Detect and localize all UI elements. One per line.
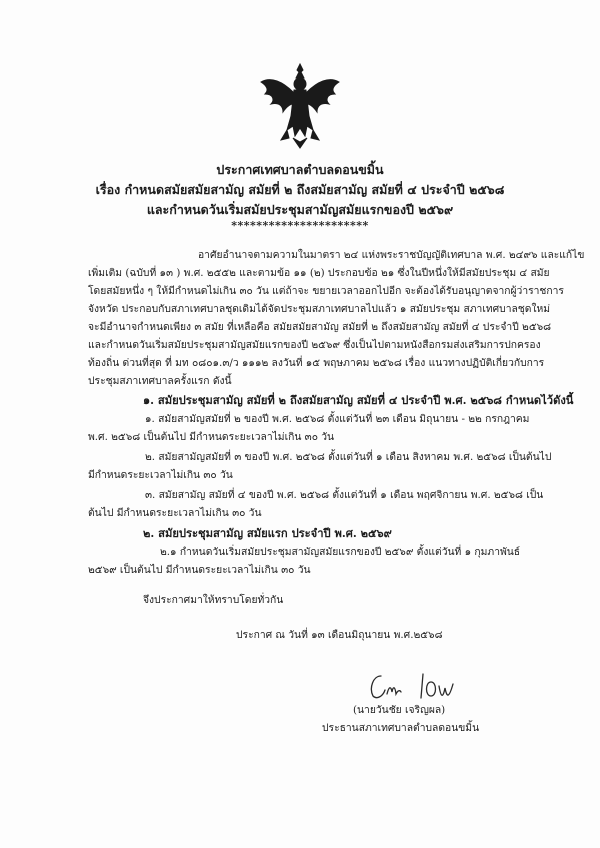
intro-line: และกำหนดวันเริ่มสมัยประชุมสามัญสมัยแรกของปี ๒๕๖๙ ซึ่งเป็นไปตามหนังสือกรมส่งเสริมการปกครอง	[88, 339, 541, 351]
section-2-item: ๒.๑ กำหนดวันเริ่มสมัยประชุมสามัญสมัยแรกของปี ๒๕๖๙ ตั้งแต่วันที่ ๑ กุมภาพันธ์	[160, 546, 521, 558]
intro-line: โดยสมัยหนึ่ง ๆ ให้มีกำหนดไม่เกิน ๓๐ วัน แต่ถ้าจะ ขยายเวลาออกไปอีก จะต้องได้รับอนุญาตจากผู้ว่าราชการ	[88, 285, 564, 297]
announcement-date: ประกาศ ณ วันที่ ๑๓ เดือนมิถุนายน พ.ศ.๒๕๖๘	[236, 629, 443, 641]
signature-icon	[365, 668, 485, 706]
signer-name: (นายวันชัย เจริญผล)	[353, 704, 446, 716]
section-2-heading: ๒. สมัยประชุมสามัญ สมัยแรก ประจำปี พ.ศ. ๒๕๖๙	[143, 526, 392, 540]
section-1-item: ๑. สมัยสามัญสมัยที่ ๒ ของปี พ.ศ. ๒๕๖๘ ตั้งแต่วันที่ ๒๓ เดือน มิถุนายน - ๒๒ กรกฎาคม	[145, 413, 530, 425]
intro-line: เพิ่มเติม (ฉบับที่ ๑๓ ) พ.ศ. ๒๕๕๒ และตามข้อ ๑๑ (๒) ประกอบข้อ ๒๑ ซึ่งในปีหนึ่งให้มีสมัยประชุม ๔ สมัย	[88, 267, 550, 279]
intro-line: จะมีอำนาจกำหนดเพียง ๓ สมัย ที่เหลือคือ สมัยสมัยสามัญ สมัยที่ ๒ ถึงสมัยสามัญ สมัยที่ ๔ ประจำปี ๒๕๖๘	[88, 321, 552, 333]
section-1-item: ต้นไป มีกำหนดระยะเวลาไม่เกิน ๓๐ วัน	[88, 507, 262, 519]
section-1-heading: ๑. สมัยประชุมสามัญ สมัยที่ ๒ ถึงสมัยสามัญ สมัยที่ ๔ ประจำปี พ.ศ. ๒๕๖๘ กำหนดไว้ดังนี้	[143, 393, 574, 407]
intro-line: ท้องถิ่น ด่วนที่สุด ที่ มท ๐๘๐๑.๓/ว ๑๑๑๒ ลงวันที่ ๑๕ พฤษภาคม ๒๕๖๘ เรื่อง แนวทางปฏิบัติเกี่ยวกับการ	[88, 357, 545, 369]
section-1-item: มีกำหนดระยะเวลาไม่เกิน ๓๐ วัน	[88, 469, 233, 481]
closing-statement: จึงประกาศมาให้ทราบโดยทั่วกัน	[143, 594, 284, 606]
section-1-item: ๒. สมัยสามัญสมัยที่ ๓ ของปี พ.ศ. ๒๕๖๘ ตั้งแต่วันที่ ๑ เดือน สิงหาคม พ.ศ. ๒๕๖๘ เป็นต้นไป	[145, 451, 552, 463]
garuda-emblem-icon	[257, 60, 343, 150]
announcement-title: ประกาศเทศบาลตำบลดอนขมิ้น	[216, 162, 384, 177]
intro-line: จังหวัด ประกอบกับสภาเทศบาลชุดเดิมได้จัดประชุมสภาเทศบาลไปแล้ว ๑ สมัยประชุม สภาเทศบาลชุดใหม่	[88, 303, 551, 315]
intro-line: อาศัยอำนาจตามความในมาตรา ๒๔ แห่งพระราชบัญญัติเทศบาล พ.ศ. ๒๔๙๖ และแก้ไข	[198, 249, 585, 261]
title-separator: **********************	[231, 219, 369, 232]
signer-title: ประธานสภาเทศบาลตำบลดอนขมิ้น	[322, 722, 480, 734]
section-1-item: ๓. สมัยสามัญ สมัยที่ ๔ ของปี พ.ศ. ๒๕๖๘ ตั้งแต่วันที่ ๑ เดือน พฤศจิกายน พ.ศ. ๒๕๖๘ เป็น	[145, 489, 544, 501]
announcement-subject-continued: และกำหนดวันเริ่มสมัยประชุมสามัญสมัยแรกของปี ๒๕๖๙	[146, 202, 454, 217]
announcement-subject: เรื่อง กำหนดสมัยสมัยสามัญ สมัยที่ ๒ ถึงสมัยสามัญ สมัยที่ ๔ ประจำปี ๒๕๖๘	[95, 182, 505, 197]
intro-line: ประชุมสภาเทศบาลครั้งแรก ดังนี้	[88, 375, 232, 387]
section-1-item: พ.ศ. ๒๕๖๘ เป็นต้นไป มีกำหนดระยะเวลาไม่เกิน ๓๐ วัน	[88, 431, 335, 443]
section-2-item: ๒๕๖๙ เป็นต้นไป มีกำหนดระยะเวลาไม่เกิน ๓๐ วัน	[88, 564, 311, 576]
